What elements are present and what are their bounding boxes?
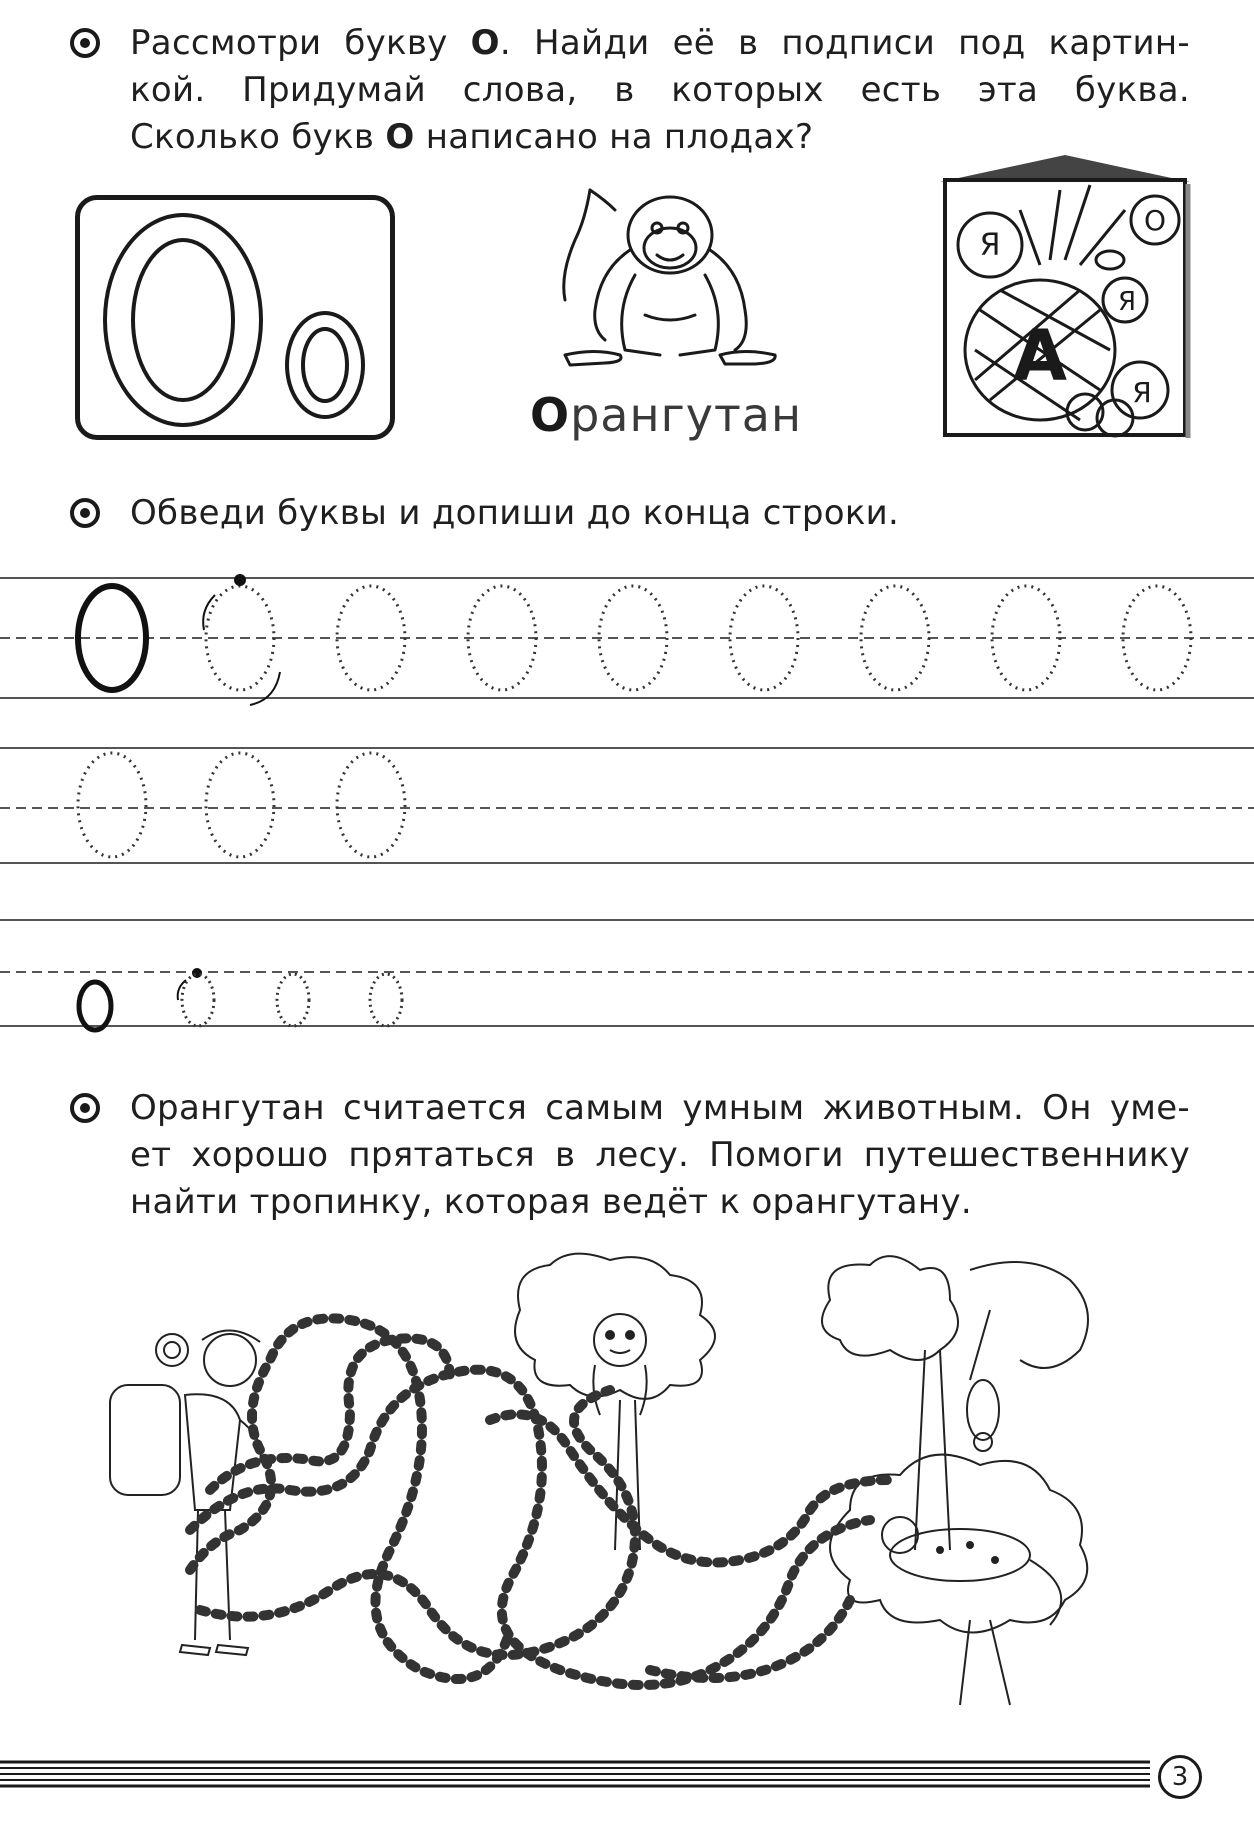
task-1-line-3: Сколько букв О написано на плодах? xyxy=(130,117,814,157)
task-1 xyxy=(70,20,1190,161)
writing-area[interactable] xyxy=(0,560,1254,1040)
bat-tree-illustration xyxy=(822,1256,1088,1550)
page-number: 3 xyxy=(1158,1755,1202,1799)
task-3: Орангутан считается самым умным животным. Он уме- ет хорошо прятаться в лесу. Помоги путешественнику найти тропинку, которая ведёт к орангутану. xyxy=(70,1085,1190,1226)
bullet-icon xyxy=(70,498,100,528)
fruit-letter-5: Я xyxy=(1132,376,1152,409)
fruit-letter-2: О xyxy=(1143,204,1167,237)
orangutan-illustration xyxy=(545,180,795,380)
maze-illustration xyxy=(90,1250,1200,1710)
bullet-icon xyxy=(70,1093,100,1123)
picture-caption: Орангутан xyxy=(530,388,803,442)
task-1-line-1: Рассмотри букву О. Найди её в подписи под картин- xyxy=(130,23,1190,63)
letter-card xyxy=(75,195,395,440)
fruit-letter-4: А xyxy=(1012,315,1068,397)
leopard-tree-illustration xyxy=(830,1455,1087,1705)
fruit-letter-1: Я xyxy=(979,228,1001,263)
fruit-picture xyxy=(930,150,1200,445)
bottom-rule xyxy=(0,1758,1200,1798)
task-2: Обведи буквы и допиши до конца строки. xyxy=(70,490,1190,537)
bullet-icon xyxy=(70,28,100,58)
task-1-line-2: кой. Придумай слова, в которых есть эта буква. xyxy=(130,70,1190,110)
fruit-letter-3: Я xyxy=(1117,287,1137,317)
